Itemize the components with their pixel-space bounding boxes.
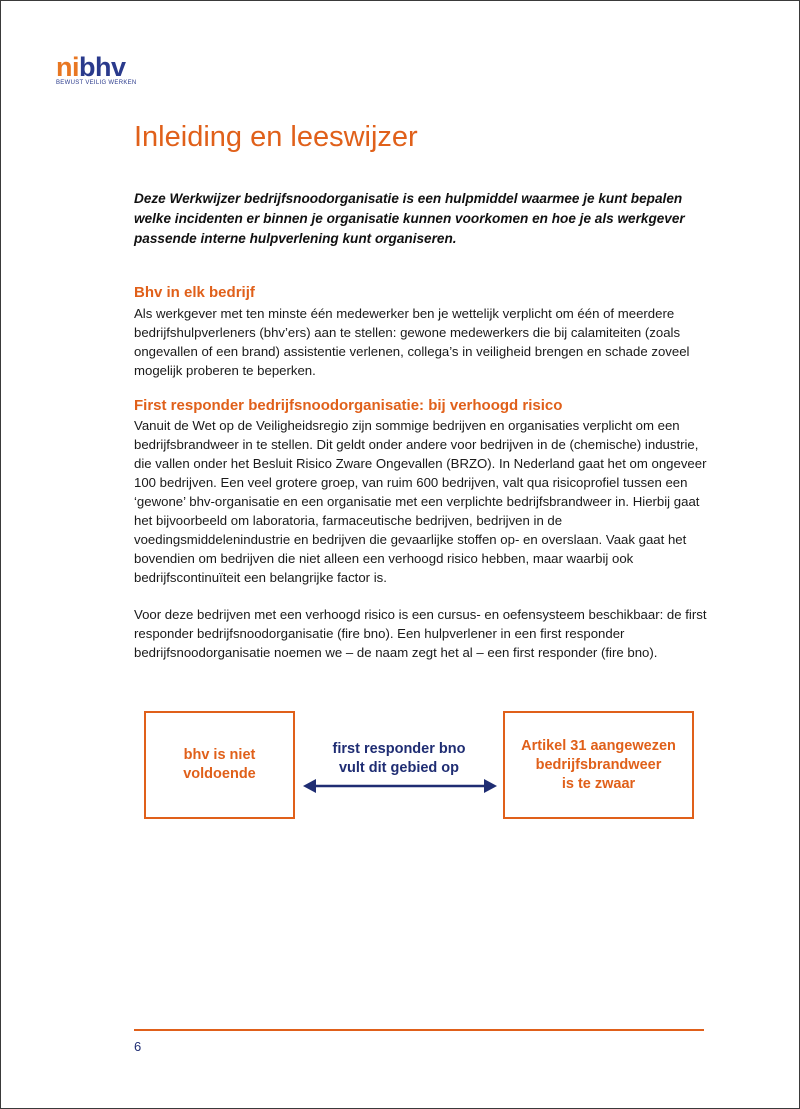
- diagram-box-bedrijfsbrandweer-label: Artikel 31 aangewezen bedrijfsbrandweer is te zwaar: [521, 737, 676, 792]
- diagram-box-bhv-label: bhv is niet voldoende: [183, 747, 256, 782]
- section-body-first-responder-2: Voor deze bedrijven met een verhoogd risico is een cursus- en oefensysteem beschikbaar: de first responder bedrijfsnoodorganisatie (fire bno). Een hulpverlener in een first responder bedrijfsnoodorganisatie noemen we – de naam zegt het al – een first responder (fire bno).: [134, 607, 707, 660]
- page-title: Inleiding en leeswijzer: [134, 121, 418, 153]
- diagram-box-bhv: [144, 711, 295, 819]
- diagram-box-bedrijfsbrandweer: [503, 711, 694, 819]
- section-heading-first-responder: First responder bedrijfsnoodorganisatie: bij verhoogd risico: [134, 397, 563, 414]
- nibhv-logo: [56, 53, 137, 86]
- section-body-bhv: Als werkgever met ten minste één medewerker ben je wettelijk verplicht om één of meerdere bedrijfshulpverleners (bhv’ers) aan te stellen: gewone medewerkers die bij calamiteiten (zoals ongevallen of een brand) assistentie verlenen, collega’s in veiligheid brengen en schade zoveel mogelijk proberen te beperken.: [134, 306, 690, 378]
- intro-paragraph: Deze Werkwijzer bedrijfsnoodorganisatie is een hulpmiddel waarmee je kunt bepalen welke incidenten er binnen je organisatie kunnen voorkomen en hoe je als werkgever passende interne hulpverlening kunt organiseren.: [134, 191, 685, 246]
- logo-ni: ni: [56, 52, 79, 82]
- page-number: 6: [134, 1039, 142, 1054]
- logo-tagline: BEWUST VEILIG WERKEN: [56, 80, 137, 86]
- section-body-first-responder: Vanuit de Wet op de Veiligheidsregio zijn sommige bedrijven en organisaties verplicht om een bedrijfsbrandweer in te stellen. Dit geldt onder andere voor bedrijven in de (chemische) industrie, die vallen onder het Besluit Risico Zware Ongevallen (BRZO). In Nederland gaat het om ongeveer 100 bedrijven. Een veel grotere groep, van ruim 600 bedrijven, valt qua risicoprofiel tussen een ‘gewone’ bhv-organisatie en een organisatie met een verplichte bedrijfsbrandweer in. Hierbij gaat het bijvoorbeeld om laboratoria, farmaceutische bedrijven, bedrijven in de voedingsmiddelenindustrie en bedrijven die gevaarlijke stoffen op- en overslaan. Vaak gaat het bovendien om bedrijven die niet alleen een verhoogd risico hebben, maar waarbij ook bedrijfscontinuïteit een belangrijke factor is.: [134, 418, 707, 585]
- footer-divider: [134, 1029, 704, 1031]
- logo-wordmark: [56, 53, 137, 81]
- diagram-middle-label: first responder bno vult dit gebied op: [332, 741, 466, 776]
- section-heading-bhv: Bhv in elk bedrijf: [134, 284, 255, 301]
- double-arrow-icon: [303, 778, 497, 794]
- logo-bhv: bhv: [79, 52, 126, 82]
